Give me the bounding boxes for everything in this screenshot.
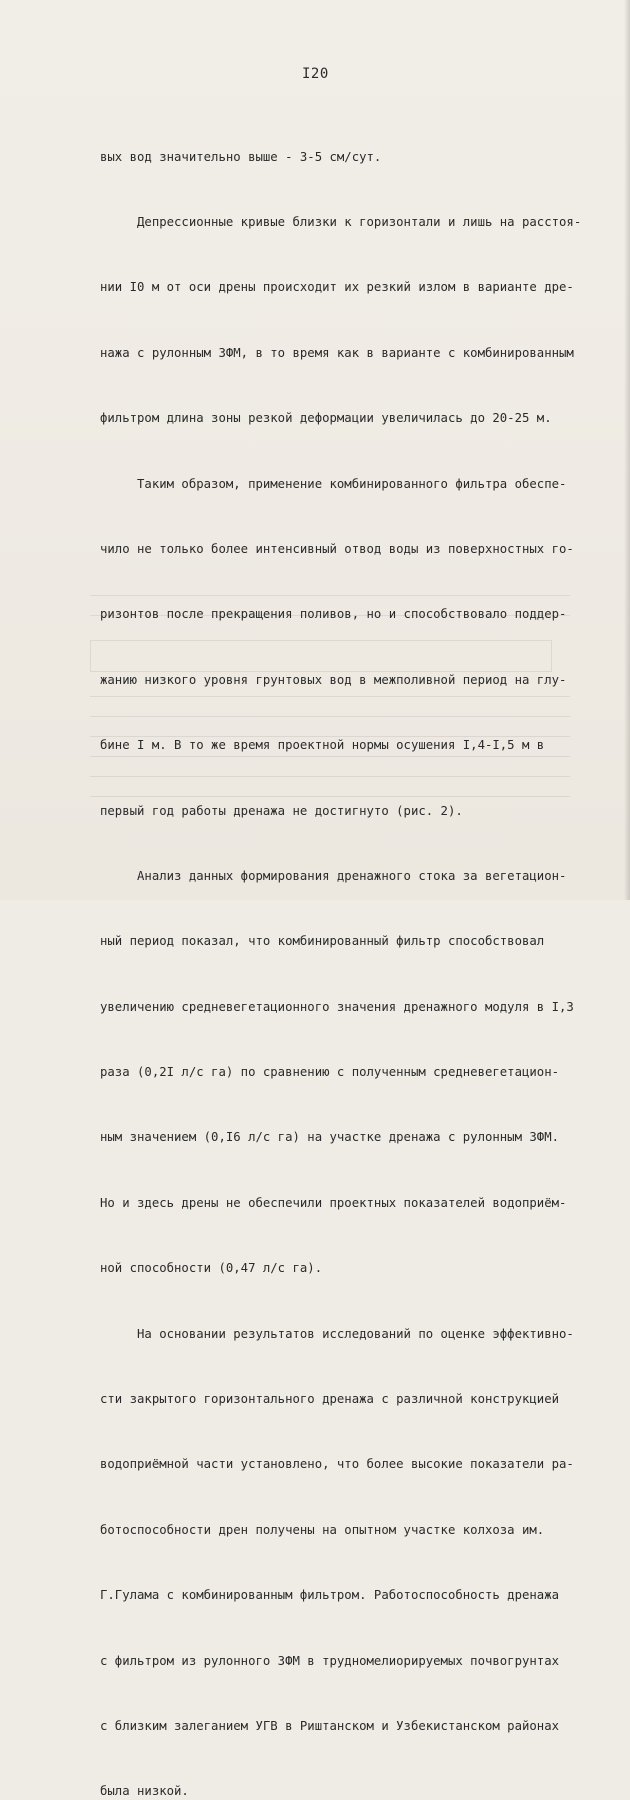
text-line: ризонтов после прекращения поливов, но и способствовало поддер-	[100, 607, 567, 622]
text-line: Таким образом, применение комбинированного фильтра обеспе-	[100, 476, 567, 491]
bleed-through-shadow	[90, 595, 570, 855]
text-line: была низкой.	[100, 1784, 189, 1799]
text-line: ботоспособности дрен получены на опытном участке колхоза им.	[100, 1522, 545, 1537]
body-text	[100, 103, 600, 1800]
text-line: нии I0 м от оси дрены происходит их резкий излом в варианте дре-	[100, 280, 574, 295]
text-line: первый год работы дренажа не достигнуто (рис. 2).	[100, 803, 463, 818]
page-edge-shadow	[624, 0, 630, 900]
text-line: сти закрытого горизонтального дренажа с различной конструкцией	[100, 1392, 560, 1407]
text-line: На основании результатов исследований по оценке эффективно-	[100, 1326, 574, 1341]
text-line: водоприёмной части установлено, что более высокие показатели ра-	[100, 1457, 574, 1472]
text-line: ной способности (0,47 л/с га).	[100, 1261, 323, 1276]
text-line: увеличению средневегетационного значения дренажного модуля в I,3	[100, 999, 574, 1014]
text-line: фильтром длина зоны резкой деформации увеличилась до 20-25 м.	[100, 411, 552, 426]
text-line: Депрессионные кривые близки к горизонтали и лишь на расстоя-	[100, 214, 582, 229]
text-line: с фильтром из рулонного ЗФМ в трудномелиорируемых почвогрунтах	[100, 1653, 560, 1668]
text-line: вых вод значительно выше - 3-5 см/сут.	[100, 149, 382, 164]
text-line: ным значением (0,I6 л/с га) на участке дренажа с рулонным ЗФМ.	[100, 1130, 560, 1145]
text-line: Анализ данных формирования дренажного стока за вегетацион-	[100, 868, 567, 883]
text-line: Г.Гулама с комбинированным фильтром. Работоспособность дренажа	[100, 1588, 560, 1603]
text-line: ный период показал, что комбинированный фильтр способствовал	[100, 934, 545, 949]
text-line: чило не только более интенсивный отвод воды из поверхностных го-	[100, 541, 574, 556]
text-line: бине I м. В то же время проектной нормы осушения I,4-I,5 м в	[100, 738, 545, 753]
text-line: раза (0,2I л/с га) по сравнению с полученным средневегетацион-	[100, 1065, 560, 1080]
text-line: Но и здесь дрены не обеспечили проектных показателей водоприём-	[100, 1195, 567, 1210]
page-number: I20	[302, 66, 329, 82]
text-line: жанию низкого уровня грунтовых вод в межполивной период на глу-	[100, 672, 567, 687]
text-line: с близким залеганием УГВ в Риштанском и Узбекистанском районах	[100, 1718, 560, 1733]
text-line: нажа с рулонным ЗФМ, в то время как в варианте с комбинированным	[100, 345, 574, 360]
